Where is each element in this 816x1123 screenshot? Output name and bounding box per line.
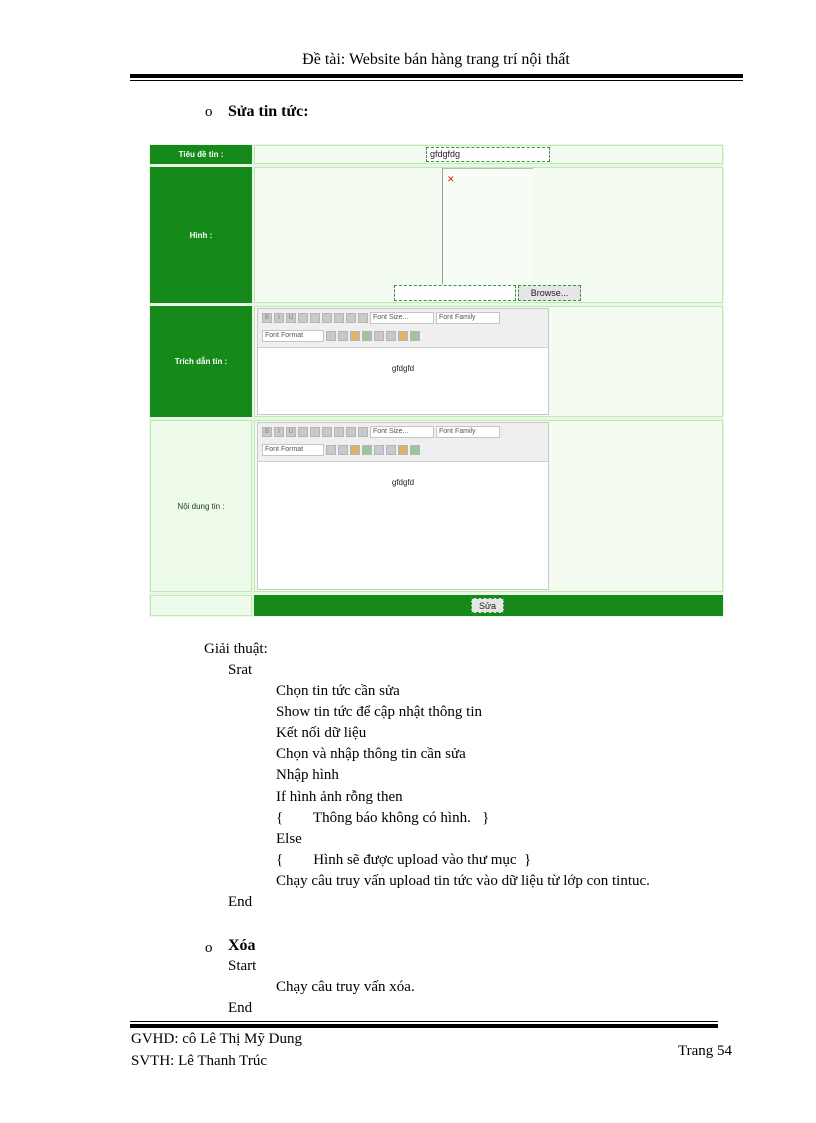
title-label: Tiêu đề tin : (150, 145, 252, 164)
image-insert-icon[interactable] (350, 445, 360, 455)
code-icon[interactable] (386, 445, 396, 455)
content-editor[interactable] (257, 422, 549, 590)
submit-button[interactable]: Sửa (471, 598, 504, 613)
outdent-icon[interactable] (326, 445, 336, 455)
code-icon[interactable] (386, 331, 396, 341)
browse-button[interactable]: Browse... (518, 285, 581, 301)
header-rule-thin (130, 80, 743, 81)
indent-icon[interactable] (338, 331, 348, 341)
font-format-select[interactable]: Font Format (262, 330, 324, 342)
algo-line: { Thông báo không có hình. } (276, 810, 490, 826)
content-editor-text: gfdgfd (391, 478, 415, 487)
delete-line: End (228, 1000, 253, 1016)
title-input[interactable]: gfdgfdg (426, 147, 550, 162)
font-format-select[interactable]: Font Format (262, 444, 324, 456)
numbered-list-icon[interactable] (358, 427, 368, 437)
submit-row-spacer (150, 595, 252, 616)
bold-icon[interactable]: B (262, 427, 272, 437)
unlink-icon[interactable] (374, 445, 384, 455)
image-preview (442, 168, 533, 284)
page-header-title: Đề tài: Website bán hàng trang trí nội thất (302, 51, 570, 68)
italic-icon[interactable]: I (274, 427, 284, 437)
align-right-icon[interactable] (322, 427, 332, 437)
algo-line: Show tin tức để cập nhật thông tin (276, 704, 483, 720)
summary-editor-text: gfdgfd (391, 364, 415, 373)
bold-icon[interactable]: B (262, 313, 272, 323)
content-label: Nội dung tin : (150, 420, 252, 592)
section-delete-bullet: o (205, 940, 213, 956)
footer-rule-thick (130, 1024, 718, 1028)
page-number: Trang 54 (678, 1043, 733, 1059)
unlink-icon[interactable] (374, 331, 384, 341)
indent-icon[interactable] (338, 445, 348, 455)
align-justify-icon[interactable] (334, 427, 344, 437)
algo-line: Chọn tin tức cần sửa (276, 683, 400, 699)
section-edit-bullet: o (205, 104, 213, 120)
bullet-list-icon[interactable] (346, 427, 356, 437)
delete-line: Start (228, 958, 257, 974)
font-size-select[interactable]: Font Size... (370, 426, 434, 438)
footer-rule-thin (130, 1021, 718, 1022)
italic-icon[interactable]: I (274, 313, 284, 323)
underline-icon[interactable]: U (286, 427, 296, 437)
align-left-icon[interactable] (298, 427, 308, 437)
font-family-select[interactable]: Font Family (436, 426, 500, 438)
algo-line: { Hình sẽ được upload vào thư mục } (276, 852, 532, 868)
font-family-select[interactable]: Font Family (436, 312, 500, 324)
bullet-list-icon[interactable] (346, 313, 356, 323)
summary-editor-toolbar (258, 309, 548, 348)
image-label: Hình : (150, 167, 252, 303)
algo-line: If hình ảnh rỗng then (276, 789, 403, 805)
header-rule-thick (130, 74, 743, 78)
footer-student: SVTH: Lê Thanh Trúc (131, 1053, 267, 1069)
summary-label: Trích dẫn tin : (150, 306, 252, 417)
algo-line: Chạy câu truy vấn upload tin tức vào dữ liệu từ lớp con tintuc. (276, 873, 650, 889)
content-editor-toolbar (258, 423, 548, 462)
algo-line: Else (276, 831, 302, 847)
preview-icon[interactable] (410, 331, 420, 341)
underline-icon[interactable]: U (286, 313, 296, 323)
align-center-icon[interactable] (310, 427, 320, 437)
font-size-select[interactable]: Font Size... (370, 312, 434, 324)
preview-icon[interactable] (410, 445, 420, 455)
algo-line: Kết nối dữ liệu (276, 725, 367, 741)
color-icon[interactable] (398, 331, 408, 341)
link-icon[interactable] (362, 445, 372, 455)
align-left-icon[interactable] (298, 313, 308, 323)
image-insert-icon[interactable] (350, 331, 360, 341)
summary-editor[interactable] (257, 308, 549, 415)
align-justify-icon[interactable] (334, 313, 344, 323)
numbered-list-icon[interactable] (358, 313, 368, 323)
algo-line: Chọn và nhập thông tin cần sửa (276, 746, 466, 762)
algo-line: Nhập hình (276, 767, 339, 783)
align-center-icon[interactable] (310, 313, 320, 323)
footer-advisor: GVHD: cô Lê Thị Mỹ Dung (131, 1031, 302, 1047)
link-icon[interactable] (362, 331, 372, 341)
broken-image-icon: ✕ (447, 174, 455, 184)
delete-line: Chạy câu truy vấn xóa. (276, 979, 415, 995)
algo-line: Srat (228, 662, 253, 678)
section-delete-heading: Xóa (228, 937, 256, 954)
algorithm-label: Giải thuật: (204, 641, 268, 657)
algo-line: End (228, 894, 253, 910)
section-edit-heading: Sửa tin tức: (228, 103, 309, 120)
align-right-icon[interactable] (322, 313, 332, 323)
outdent-icon[interactable] (326, 331, 336, 341)
file-path-input[interactable] (394, 285, 516, 301)
color-icon[interactable] (398, 445, 408, 455)
